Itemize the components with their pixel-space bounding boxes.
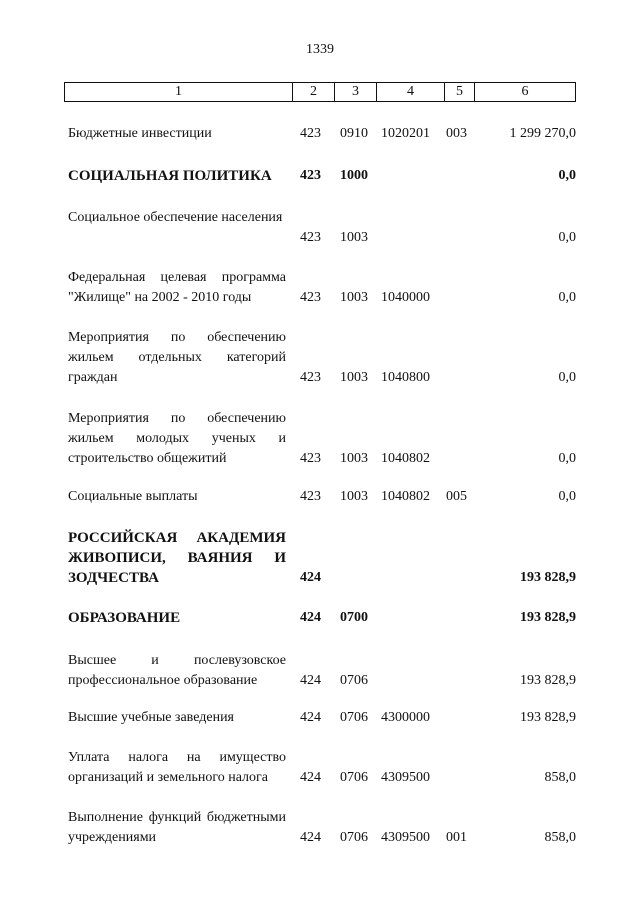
row-col-6: 193 828,9 [520, 673, 576, 688]
table-row [0, 528, 640, 588]
row-col-2: 424 [300, 570, 321, 585]
row-col-3: 0706 [340, 770, 368, 785]
header-col-6: 6 [521, 84, 529, 99]
header-col-4: 4 [377, 83, 445, 101]
row-col-4: 1040000 [381, 290, 430, 305]
row-col-5: 003 [446, 126, 467, 141]
row-col-2: 423 [300, 290, 321, 305]
row-col-4: 4300000 [381, 710, 430, 725]
row-col-6: 1 299 270,0 [509, 126, 576, 141]
row-col-2: 424 [300, 710, 321, 725]
row-col-6: 0,0 [558, 451, 576, 466]
header-col-2: 2 [293, 83, 335, 101]
row-col-6: 858,0 [544, 830, 576, 845]
row-col-2: 423 [300, 126, 321, 141]
row-col-3: 0700 [340, 610, 368, 625]
row-name: Бюджетные инвестиции [68, 126, 212, 141]
row-col-2: 424 [300, 673, 321, 688]
header-col-1: 1 [65, 83, 293, 101]
row-name: Мероприятия по обеспечению жильем отдельных категорий граждан [68, 330, 286, 385]
header-col-3: 3 [335, 83, 377, 101]
table-row [0, 748, 640, 788]
row-col-4: 4309500 [381, 830, 430, 845]
row-col-6: 193 828,9 [520, 570, 576, 585]
row-col-3: 0706 [340, 830, 368, 845]
row-name: СОЦИАЛЬНАЯ ПОЛИТИКА [68, 168, 272, 184]
row-col-6: 0,0 [558, 290, 576, 305]
row-col-2: 424 [300, 770, 321, 785]
row-col-3: 0910 [340, 126, 368, 141]
row-col-6: 0,0 [558, 489, 576, 504]
header-col-5: 5 [445, 83, 475, 101]
row-col-4: 1020201 [381, 126, 430, 141]
table-row [0, 808, 640, 848]
row-name: Выполнение функций бюджетными учреждениями [68, 810, 286, 845]
row-col-4: 4309500 [381, 770, 430, 785]
table-row [0, 409, 640, 469]
row-col-4: 1040800 [381, 370, 430, 385]
row-name: Федеральная целевая программа "Жилище" на 2002 - 2010 годы [68, 270, 286, 305]
row-col-3: 1003 [340, 451, 368, 466]
table-row [0, 124, 640, 144]
table-row [0, 166, 640, 186]
table-row [0, 708, 640, 728]
row-col-4: 1040802 [381, 451, 430, 466]
row-col-6: 0,0 [558, 370, 576, 385]
row-col-6: 858,0 [544, 770, 576, 785]
row-name: ОБРАЗОВАНИЕ [68, 610, 181, 626]
row-col-4: 1040802 [381, 489, 430, 504]
row-name: Мероприятия по обеспечению жильем молодых ученых и строительство общежитий [68, 411, 286, 466]
row-col-3: 1003 [340, 230, 368, 245]
row-col-5: 005 [446, 489, 467, 504]
row-name: Социальное обеспечение населения [68, 210, 283, 225]
row-col-5: 001 [446, 830, 467, 845]
row-col-6: 0,0 [558, 168, 576, 183]
row-name: РОССИЙСКАЯ АКАДЕМИЯ ЖИВОПИСИ, ВАЯНИЯ И ЗОДЧЕСТВА [68, 530, 286, 586]
row-col-3: 1003 [340, 489, 368, 504]
row-col-3: 1003 [340, 370, 368, 385]
table-row [0, 651, 640, 691]
table-row [0, 208, 640, 248]
page-number: 1339 [306, 42, 334, 57]
row-col-3: 1000 [340, 168, 368, 183]
row-col-6: 193 828,9 [520, 610, 576, 625]
row-name: Высшие учебные заведения [68, 710, 234, 725]
table-row [0, 268, 640, 308]
row-name: Уплата налога на имущество организаций и земельного налога [68, 750, 286, 785]
row-col-6: 0,0 [558, 230, 576, 245]
row-col-2: 423 [300, 489, 321, 504]
row-name: Высшее и послевузовское профессиональное образование [68, 653, 286, 688]
row-name: Социальные выплаты [68, 489, 198, 504]
row-col-2: 423 [300, 168, 321, 183]
table-row [0, 487, 640, 507]
row-col-2: 423 [300, 230, 321, 245]
table-row [0, 608, 640, 628]
row-col-6: 193 828,9 [520, 710, 576, 725]
row-col-2: 424 [300, 610, 321, 625]
table-header [64, 82, 576, 102]
row-col-2: 423 [300, 451, 321, 466]
row-col-2: 424 [300, 830, 321, 845]
table-row [0, 328, 640, 388]
row-col-3: 0706 [340, 710, 368, 725]
row-col-3: 1003 [340, 290, 368, 305]
row-col-2: 423 [300, 370, 321, 385]
row-col-3: 0706 [340, 673, 368, 688]
